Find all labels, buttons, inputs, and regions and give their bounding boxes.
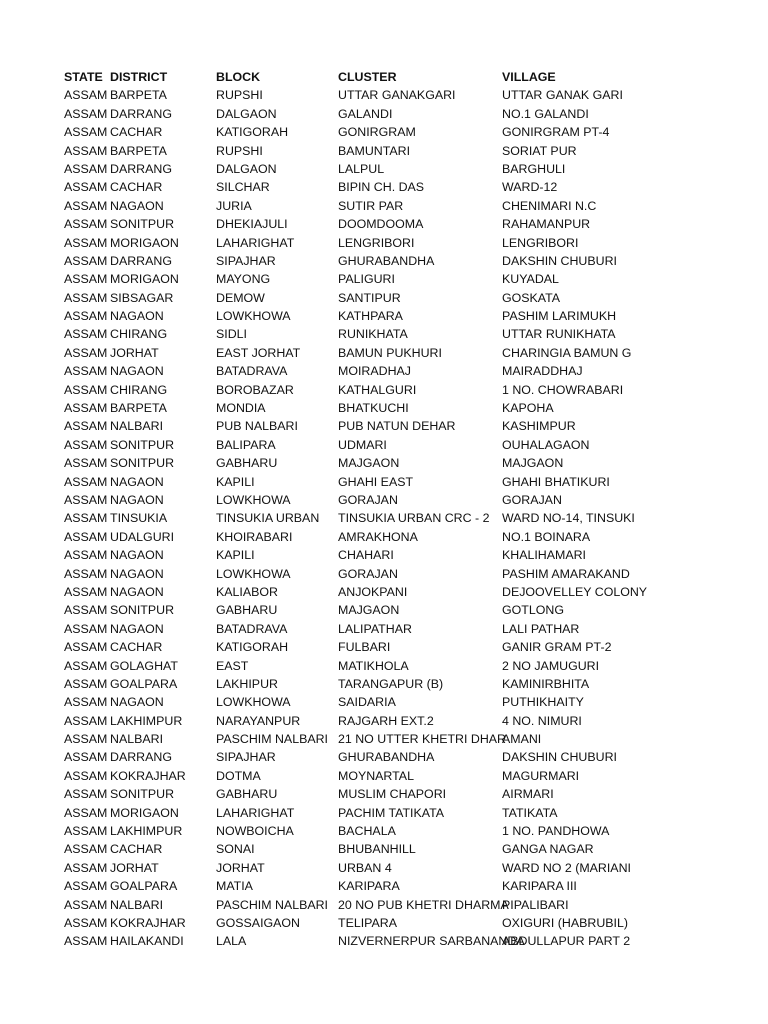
cell-cluster: RAJGARH EXT.2 <box>338 713 434 728</box>
cell-cluster: DOOMDOOMA <box>338 217 424 232</box>
cell-block: RUPSHI <box>216 88 263 103</box>
cell-district: HAILAKANDI <box>110 934 184 949</box>
cell-cluster: FULBARI <box>338 640 391 655</box>
cell-cluster: MAJGAON <box>338 603 400 618</box>
cell-cluster: MAJGAON <box>338 456 400 471</box>
cell-cluster: MOIRADHAJ <box>338 364 411 379</box>
cell-village: LENGRIBORI <box>502 235 579 250</box>
table-row <box>64 638 768 656</box>
spreadsheet-table <box>64 68 768 951</box>
cell-district: SONITPUR <box>110 603 175 618</box>
cell-district: NAGAON <box>110 364 164 379</box>
cell-cluster: BAMUN PUKHURI <box>338 345 442 360</box>
cell-block: LAKHIPUR <box>216 676 278 691</box>
cell-cluster: KARIPARA <box>338 879 400 894</box>
cell-cluster: GORAJAN <box>338 492 398 507</box>
cell-cluster: MATIKHOLA <box>338 658 409 673</box>
table-row <box>64 767 768 785</box>
cell-block: DOTMA <box>216 768 261 783</box>
cell-state: ASSAM <box>64 529 108 544</box>
cell-village: GONIRGRAM PT-4 <box>502 125 610 140</box>
table-row <box>64 160 768 178</box>
table-row <box>64 307 768 325</box>
table-row <box>64 914 768 932</box>
cell-village: CHARINGIA BAMUN G <box>502 345 632 360</box>
cell-block: GABHARU <box>216 787 278 802</box>
table-row <box>64 344 768 362</box>
cell-block: KAPILI <box>216 548 255 563</box>
cell-block: BALIPARA <box>216 437 276 452</box>
cell-state: ASSAM <box>64 676 108 691</box>
cell-state: ASSAM <box>64 382 108 397</box>
cell-cluster: GONIRGRAM <box>338 125 416 140</box>
table-row <box>64 896 768 914</box>
cell-block: LOWKHOWA <box>216 566 291 581</box>
cell-cluster: BAMUNTARI <box>338 143 411 158</box>
cell-state: ASSAM <box>64 934 108 949</box>
header-district: DISTRICT <box>110 70 168 84</box>
cell-village: 1 NO. CHOWRABARI <box>502 382 624 397</box>
cell-district: TINSUKIA <box>110 511 168 526</box>
cell-village: GORAJAN <box>502 492 562 507</box>
cell-state: ASSAM <box>64 180 108 195</box>
table-row <box>64 804 768 822</box>
cell-state: ASSAM <box>64 548 108 563</box>
cell-state: ASSAM <box>64 125 108 140</box>
table-row <box>64 325 768 343</box>
cell-state: ASSAM <box>64 161 108 176</box>
cell-block: BATADRAVA <box>216 621 288 636</box>
cell-block: KALIABOR <box>216 584 278 599</box>
cell-state: ASSAM <box>64 915 108 930</box>
cell-district: MORIGAON <box>110 235 179 250</box>
cell-block: LAHARIGHAT <box>216 235 295 250</box>
cell-cluster: BACHALA <box>338 824 396 839</box>
cell-block: EAST <box>216 658 249 673</box>
cell-state: ASSAM <box>64 621 108 636</box>
table-row <box>64 454 768 472</box>
cell-block: RUPSHI <box>216 143 263 158</box>
cell-village: DAKSHIN CHUBURI <box>502 253 617 268</box>
cell-village: KUYADAL <box>502 272 559 287</box>
cell-village: ABDULLAPUR PART 2 <box>502 934 631 949</box>
cell-state: ASSAM <box>64 511 108 526</box>
cell-district: DARRANG <box>110 161 172 176</box>
cell-cluster: SAIDARIA <box>338 695 396 710</box>
cell-village: NO.1 GALANDI <box>502 106 589 121</box>
header-state: STATE <box>64 70 103 84</box>
cell-block: DHEKIAJULI <box>216 217 288 232</box>
cell-district: KOKRAJHAR <box>110 915 186 930</box>
cell-district: NALBARI <box>110 419 164 434</box>
table-row <box>64 748 768 766</box>
table-row <box>64 234 768 252</box>
table-row <box>64 565 768 583</box>
table-row <box>64 123 768 141</box>
cell-cluster: LENGRIBORI <box>338 235 415 250</box>
cell-village: WARD-12 <box>502 180 558 195</box>
cell-cluster: PUB NATUN DEHAR <box>338 419 456 434</box>
cell-village: AMANI <box>502 732 542 747</box>
cell-state: ASSAM <box>64 235 108 250</box>
cell-village: MAJGAON <box>502 456 564 471</box>
cell-district: GOALPARA <box>110 879 178 894</box>
cell-state: ASSAM <box>64 732 108 747</box>
cell-state: ASSAM <box>64 824 108 839</box>
cell-cluster: MUSLIM CHAPORI <box>338 787 447 802</box>
cell-district: NAGAON <box>110 566 164 581</box>
cell-village: MAIRADDHAJ <box>502 364 583 379</box>
table-row <box>64 381 768 399</box>
cell-block: MAYONG <box>216 272 271 287</box>
cell-block: JORHAT <box>216 860 265 875</box>
cell-village: KASHIMPUR <box>502 419 576 434</box>
cell-village: AIRMARI <box>502 787 554 802</box>
cell-village: KAMINIRBHITA <box>502 676 590 691</box>
cell-cluster: URBAN 4 <box>338 860 392 875</box>
cell-cluster: GHURABANDHA <box>338 750 435 765</box>
cell-state: ASSAM <box>64 492 108 507</box>
cell-block: PASCHIM NALBARI <box>216 732 328 747</box>
cell-district: MORIGAON <box>110 272 179 287</box>
cell-district: SONITPUR <box>110 217 175 232</box>
cell-village: RAHAMANPUR <box>502 217 591 232</box>
table-row <box>64 142 768 160</box>
cell-cluster: AMRAKHONA <box>338 529 418 544</box>
cell-cluster: KATHPARA <box>338 309 403 324</box>
table-row <box>64 601 768 619</box>
cell-district: DARRANG <box>110 106 172 121</box>
cell-village: NO.1 BOINARA <box>502 529 591 544</box>
cell-district: NAGAON <box>110 548 164 563</box>
table-row <box>64 473 768 491</box>
table-row <box>64 675 768 693</box>
table-row <box>64 877 768 895</box>
table-row <box>64 215 768 233</box>
cell-district: SONITPUR <box>110 787 175 802</box>
header-village: VILLAGE <box>502 70 556 84</box>
cell-block: SILCHAR <box>216 180 270 195</box>
cell-district: NAGAON <box>110 198 164 213</box>
table-row <box>64 840 768 858</box>
cell-district: SONITPUR <box>110 437 175 452</box>
cell-state: ASSAM <box>64 897 108 912</box>
table-row <box>64 252 768 270</box>
cell-block: GABHARU <box>216 456 278 471</box>
cell-district: GOALPARA <box>110 676 178 691</box>
cell-district: LAKHIMPUR <box>110 824 183 839</box>
cell-district: BARPETA <box>110 88 167 103</box>
cell-cluster: TELIPARA <box>338 915 397 930</box>
cell-village: WARD NO-14, TINSUKI <box>502 511 635 526</box>
cell-district: NAGAON <box>110 695 164 710</box>
cell-block: BOROBAZAR <box>216 382 294 397</box>
cell-cluster: CHAHARI <box>338 548 394 563</box>
cell-district: CHIRANG <box>110 327 168 342</box>
cell-district: NAGAON <box>110 621 164 636</box>
cell-state: ASSAM <box>64 437 108 452</box>
cell-village: GOTLONG <box>502 603 564 618</box>
cell-district: NALBARI <box>110 897 164 912</box>
cell-block: DALGAON <box>216 106 277 121</box>
header-row <box>64 68 768 86</box>
cell-district: DARRANG <box>110 253 172 268</box>
cell-village: SORIAT PUR <box>502 143 577 158</box>
cell-district: NAGAON <box>110 492 164 507</box>
cell-block: LALA <box>216 934 247 949</box>
cell-block: SIDLI <box>216 327 247 342</box>
cell-state: ASSAM <box>64 143 108 158</box>
cell-state: ASSAM <box>64 364 108 379</box>
table-row <box>64 822 768 840</box>
cell-cluster: KATHALGURI <box>338 382 417 397</box>
table-body <box>64 86 768 950</box>
cell-village: UTTAR GANAK GARI <box>502 88 623 103</box>
cell-state: ASSAM <box>64 713 108 728</box>
cell-block: NARAYANPUR <box>216 713 301 728</box>
cell-block: EAST JORHAT <box>216 345 301 360</box>
cell-cluster: UTTAR GANAKGARI <box>338 88 456 103</box>
cell-district: KOKRAJHAR <box>110 768 186 783</box>
cell-village: GANGA NAGAR <box>502 842 594 857</box>
table-row <box>64 712 768 730</box>
cell-village: GHAHI BHATIKURI <box>502 474 610 489</box>
cell-state: ASSAM <box>64 290 108 305</box>
cell-block: GOSSAIGAON <box>216 915 300 930</box>
cell-block: GABHARU <box>216 603 278 618</box>
cell-district: MORIGAON <box>110 805 179 820</box>
table-row <box>64 197 768 215</box>
cell-cluster: RUNIKHATA <box>338 327 408 342</box>
cell-state: ASSAM <box>64 217 108 232</box>
cell-village: KHALIHAMARI <box>502 548 586 563</box>
cell-block: JURIA <box>216 198 252 213</box>
cell-state: ASSAM <box>64 345 108 360</box>
table-row <box>64 289 768 307</box>
cell-cluster: BHUBANHILL <box>338 842 416 857</box>
cell-village: KARIPARA III <box>502 879 577 894</box>
cell-state: ASSAM <box>64 566 108 581</box>
table-row <box>64 86 768 104</box>
cell-block: KHOIRABARI <box>216 529 293 544</box>
cell-state: ASSAM <box>64 750 108 765</box>
cell-block: LOWKHOWA <box>216 309 291 324</box>
cell-district: CACHAR <box>110 842 163 857</box>
table-row <box>64 417 768 435</box>
cell-village: 2 NO JAMUGURI <box>502 658 600 673</box>
cell-state: ASSAM <box>64 474 108 489</box>
table-row <box>64 546 768 564</box>
cell-district: SIBSAGAR <box>110 290 174 305</box>
cell-cluster: SUTIR PAR <box>338 198 404 213</box>
cell-district: SONITPUR <box>110 456 175 471</box>
cell-block: NOWBOICHA <box>216 824 294 839</box>
cell-block: SIPAJHAR <box>216 253 276 268</box>
cell-state: ASSAM <box>64 198 108 213</box>
cell-block: KAPILI <box>216 474 255 489</box>
cell-state: ASSAM <box>64 253 108 268</box>
cell-district: NAGAON <box>110 584 164 599</box>
cell-cluster: SANTIPUR <box>338 290 401 305</box>
cell-block: KATIGORAH <box>216 640 289 655</box>
table-row <box>64 105 768 123</box>
cell-cluster: GORAJAN <box>338 566 398 581</box>
cell-village: MAGURMARI <box>502 768 580 783</box>
cell-district: NALBARI <box>110 732 164 747</box>
cell-district: JORHAT <box>110 345 159 360</box>
cell-cluster: TINSUKIA URBAN CRC - 2 <box>338 511 490 526</box>
cell-cluster: BIPIN CH. DAS <box>338 180 425 195</box>
cell-block: LAHARIGHAT <box>216 805 295 820</box>
cell-cluster: GHAHI EAST <box>338 474 414 489</box>
cell-village: DAKSHIN CHUBURI <box>502 750 617 765</box>
table-row <box>64 436 768 454</box>
cell-cluster: TARANGAPUR (B) <box>338 676 444 691</box>
header-cluster: CLUSTER <box>338 70 397 84</box>
cell-block: LOWKHOWA <box>216 695 291 710</box>
cell-district: JORHAT <box>110 860 159 875</box>
table-row <box>64 491 768 509</box>
cell-state: ASSAM <box>64 327 108 342</box>
cell-village: PUTHIKHAITY <box>502 695 584 710</box>
cell-village: CHENIMARI N.C <box>502 198 597 213</box>
cell-district: CACHAR <box>110 125 163 140</box>
cell-block: LOWKHOWA <box>216 492 291 507</box>
cell-block: SIPAJHAR <box>216 750 276 765</box>
cell-village: KAPOHA <box>502 401 554 416</box>
cell-district: CHIRANG <box>110 382 168 397</box>
cell-block: TINSUKIA URBAN <box>216 511 320 526</box>
cell-village: PASHIM LARIMUKH <box>502 309 617 324</box>
cell-district: CACHAR <box>110 180 163 195</box>
cell-block: DEMOW <box>216 290 265 305</box>
cell-cluster: ANJOKPANI <box>338 584 408 599</box>
table-row <box>64 785 768 803</box>
cell-block: PUB NALBARI <box>216 419 298 434</box>
table-row <box>64 178 768 196</box>
cell-block: DALGAON <box>216 161 277 176</box>
table-row <box>64 362 768 380</box>
cell-state: ASSAM <box>64 272 108 287</box>
cell-state: ASSAM <box>64 640 108 655</box>
cell-state: ASSAM <box>64 456 108 471</box>
cell-block: MATIA <box>216 879 253 894</box>
cell-village: OUHALAGAON <box>502 437 590 452</box>
cell-block: BATADRAVA <box>216 364 288 379</box>
cell-village: WARD NO 2 (MARIANI <box>502 860 631 875</box>
header-block: BLOCK <box>216 70 261 84</box>
cell-state: ASSAM <box>64 88 108 103</box>
cell-cluster: LALPUL <box>338 161 385 176</box>
cell-village: GANIR GRAM PT-2 <box>502 640 612 655</box>
cell-block: SONAI <box>216 842 255 857</box>
cell-cluster: GALANDI <box>338 106 393 121</box>
cell-village: 1 NO. PANDHOWA <box>502 824 610 839</box>
cell-block: PASCHIM NALBARI <box>216 897 328 912</box>
cell-state: ASSAM <box>64 787 108 802</box>
cell-cluster: UDMARI <box>338 437 387 452</box>
cell-district: BARPETA <box>110 143 167 158</box>
cell-village: DEJOOVELLEY COLONY <box>502 584 648 599</box>
cell-cluster: BHATKUCHI <box>338 401 409 416</box>
cell-village: 4 NO. NIMURI <box>502 713 582 728</box>
cell-block: KATIGORAH <box>216 125 289 140</box>
cell-state: ASSAM <box>64 658 108 673</box>
cell-district: LAKHIMPUR <box>110 713 183 728</box>
cell-cluster: GHURABANDHA <box>338 253 435 268</box>
cell-district: UDALGURI <box>110 529 175 544</box>
table-row <box>64 932 768 950</box>
cell-village: LALI PATHAR <box>502 621 580 636</box>
cell-cluster: 21 NO UTTER KHETRI DHAR <box>338 732 506 747</box>
cell-district: DARRANG <box>110 750 172 765</box>
table-row <box>64 270 768 288</box>
cell-state: ASSAM <box>64 695 108 710</box>
cell-cluster: LALIPATHAR <box>338 621 412 636</box>
table-row <box>64 509 768 527</box>
cell-state: ASSAM <box>64 309 108 324</box>
cell-cluster: PALIGURI <box>338 272 395 287</box>
cell-state: ASSAM <box>64 106 108 121</box>
cell-block: MONDIA <box>216 401 266 416</box>
cell-village: OXIGURI (HABRUBIL) <box>502 915 628 930</box>
cell-cluster: 20 NO PUB KHETRI DHARMA <box>338 897 509 912</box>
cell-state: ASSAM <box>64 419 108 434</box>
cell-state: ASSAM <box>64 401 108 416</box>
cell-village: BARGHULI <box>502 161 566 176</box>
table-row <box>64 620 768 638</box>
cell-state: ASSAM <box>64 603 108 618</box>
cell-village: GOSKATA <box>502 290 561 305</box>
table-row <box>64 859 768 877</box>
cell-state: ASSAM <box>64 860 108 875</box>
cell-village: PASHIM AMARAKAND <box>502 566 630 581</box>
cell-cluster: PACHIM TATIKATA <box>338 805 445 820</box>
cell-district: NAGAON <box>110 309 164 324</box>
cell-state: ASSAM <box>64 805 108 820</box>
cell-state: ASSAM <box>64 879 108 894</box>
cell-state: ASSAM <box>64 768 108 783</box>
cell-state: ASSAM <box>64 584 108 599</box>
table-row <box>64 583 768 601</box>
cell-district: CACHAR <box>110 640 163 655</box>
table-row <box>64 730 768 748</box>
cell-district: GOLAGHAT <box>110 658 178 673</box>
cell-village: UTTAR RUNIKHATA <box>502 327 616 342</box>
table-row <box>64 399 768 417</box>
table-row <box>64 693 768 711</box>
table-row <box>64 528 768 546</box>
table-row <box>64 657 768 675</box>
cell-village: PIPALIBARI <box>502 897 569 912</box>
cell-state: ASSAM <box>64 842 108 857</box>
cell-cluster: MOYNARTAL <box>338 768 414 783</box>
cell-district: BARPETA <box>110 401 167 416</box>
cell-cluster: NIZVERNERPUR SARBANANDA <box>338 934 525 949</box>
cell-village: TATIKATA <box>502 805 558 820</box>
cell-district: NAGAON <box>110 474 164 489</box>
